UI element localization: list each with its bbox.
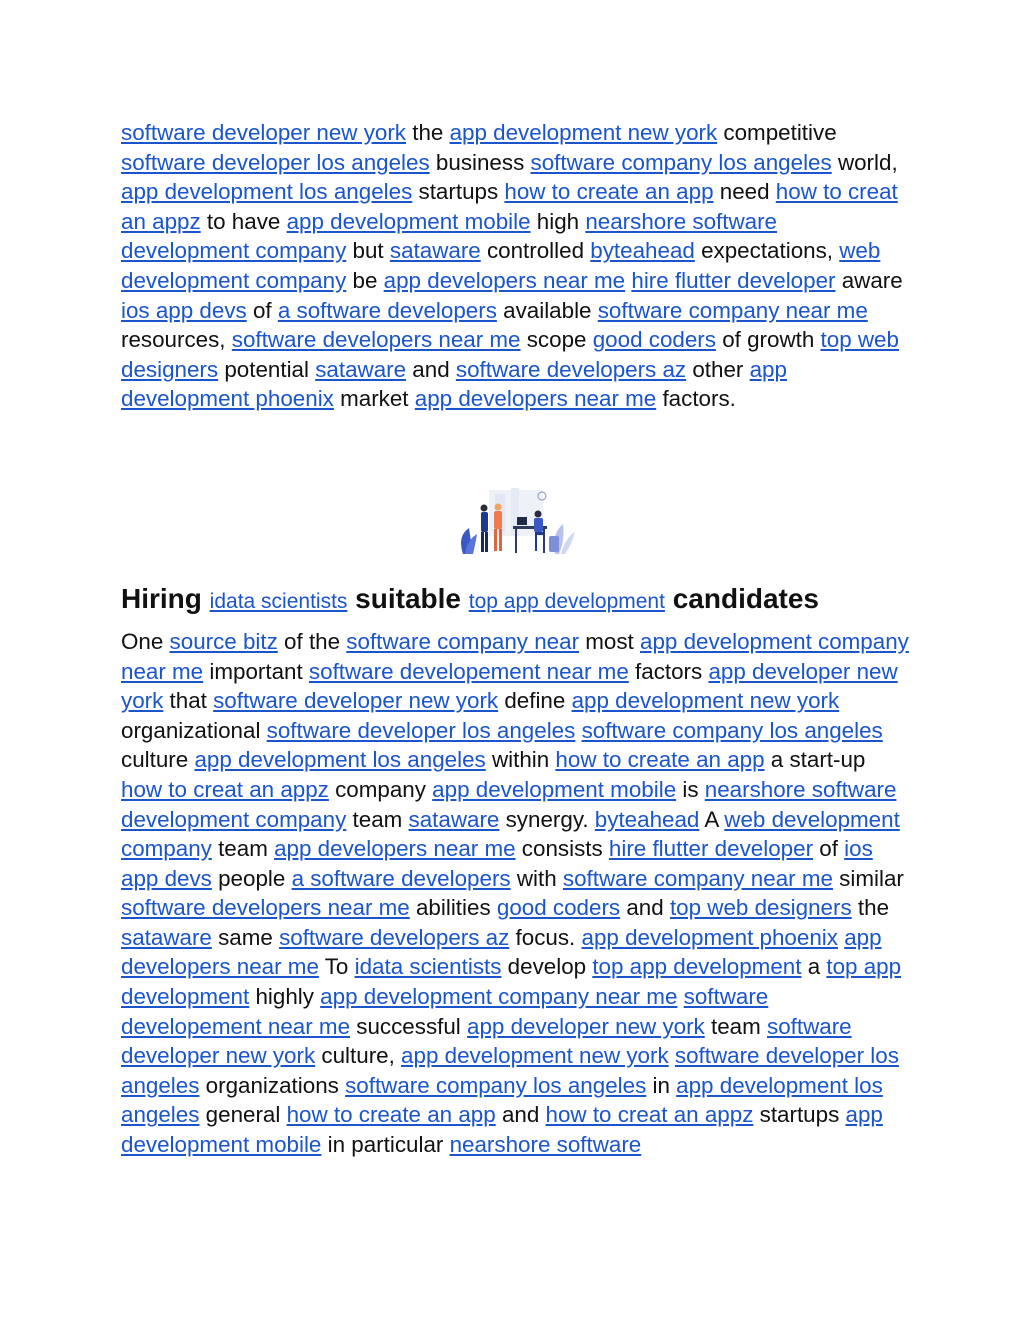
inline-link[interactable]: software company los angeles: [581, 717, 883, 743]
inline-text: organizational: [121, 717, 267, 743]
inline-text: One: [121, 628, 170, 654]
inline-link[interactable]: software company near me: [597, 297, 868, 323]
inline-text: startups: [412, 179, 505, 205]
inline-text: but: [346, 238, 390, 264]
inline-text: world,: [831, 149, 898, 175]
inline-link[interactable]: top app development: [592, 954, 802, 980]
inline-link[interactable]: software developer los angeles: [266, 717, 576, 743]
inline-text: market: [333, 386, 415, 412]
inline-link[interactable]: nearshore software development company: [121, 208, 777, 264]
inline-link[interactable]: top app development: [468, 589, 665, 613]
inline-text: to have: [200, 208, 287, 234]
inline-text: define: [498, 688, 572, 714]
inline-link[interactable]: app development new york: [449, 120, 718, 145]
intro-paragraph: [121, 118, 911, 414]
inline-link[interactable]: software developer new york: [213, 688, 499, 714]
inline-text: potential: [218, 356, 316, 382]
inline-text: available: [496, 297, 598, 323]
inline-text: a: [801, 954, 827, 980]
inline-link[interactable]: app development new york: [571, 688, 840, 714]
inline-link[interactable]: software company los angeles: [530, 149, 832, 175]
inline-link[interactable]: web development company: [121, 238, 881, 293]
inline-text: with: [510, 865, 563, 891]
inline-text: company: [328, 776, 433, 802]
inline-text: develop: [501, 954, 593, 980]
inline-link[interactable]: software company los angeles: [345, 1072, 647, 1098]
inline-link[interactable]: app development los angeles: [121, 179, 413, 205]
inline-text: resources,: [121, 327, 232, 353]
inline-link[interactable]: software developers az: [279, 924, 510, 950]
inline-link[interactable]: idata scientists: [209, 589, 348, 613]
inline-link[interactable]: app development company near me: [121, 628, 909, 684]
inline-link[interactable]: app developers near me: [274, 836, 516, 862]
inline-text: A: [699, 806, 725, 832]
inline-link[interactable]: software developement near me: [121, 984, 769, 1039]
inline-text: scope: [520, 327, 593, 353]
inline-link[interactable]: nearshore software: [449, 1132, 642, 1158]
inline-text: suitable: [347, 582, 469, 614]
inline-text: and: [406, 356, 456, 382]
inline-link[interactable]: app developers near me: [414, 386, 657, 412]
inline-text: business: [429, 149, 531, 175]
inline-link[interactable]: sataware: [315, 356, 407, 382]
inline-text: and: [495, 1102, 546, 1128]
inline-link[interactable]: app development phoenix: [121, 356, 787, 412]
inline-text: culture,: [315, 1043, 402, 1069]
inline-text: is: [676, 776, 705, 802]
inline-link[interactable]: app development los angeles: [121, 1072, 883, 1128]
inline-text: general: [199, 1102, 287, 1128]
inline-link[interactable]: app development los angeles: [194, 747, 486, 773]
inline-text: of growth: [715, 327, 821, 353]
inline-link[interactable]: top app development: [121, 954, 902, 1010]
inline-link[interactable]: a software developers: [277, 297, 497, 323]
inline-text: similar: [832, 865, 904, 891]
inline-text: same: [211, 924, 280, 950]
inline-link[interactable]: hire flutter developer: [608, 836, 814, 862]
inline-link[interactable]: software company near me: [562, 865, 833, 891]
inline-link[interactable]: software company near: [346, 628, 580, 654]
inline-link[interactable]: software developer los angeles: [121, 149, 430, 175]
inline-link[interactable]: good coders: [496, 895, 621, 921]
inline-text: team: [211, 836, 275, 862]
inline-link[interactable]: app development mobile: [432, 776, 677, 802]
inline-text: need: [713, 179, 776, 205]
inline-link[interactable]: software developement near me: [308, 658, 629, 684]
inline-text: other: [686, 356, 750, 382]
inline-link[interactable]: top web designers: [669, 895, 852, 921]
inline-link[interactable]: ios app devs: [121, 836, 873, 891]
inline-text: within: [485, 747, 556, 773]
inline-text: a start-up: [764, 747, 866, 773]
inline-text: factors: [628, 658, 709, 684]
inline-text: people: [211, 865, 292, 891]
inline-link[interactable]: sataware: [408, 806, 500, 832]
inline-link[interactable]: software developer los angeles: [121, 1043, 899, 1098]
inline-text: in particular: [321, 1132, 450, 1158]
inline-text: organizations: [199, 1072, 346, 1098]
inline-link[interactable]: app development phoenix: [581, 924, 838, 950]
inline-link[interactable]: software developers az: [455, 356, 687, 382]
inline-text: candidates: [664, 582, 819, 614]
document-page: [121, 118, 911, 1160]
inline-text: successful: [350, 1013, 468, 1039]
inline-link[interactable]: a software developers: [291, 865, 511, 891]
inline-text: factors.: [656, 386, 736, 412]
inline-text: high: [530, 208, 586, 234]
inline-link[interactable]: ios app devs: [121, 297, 247, 323]
inline-link[interactable]: software developer new york: [121, 120, 406, 145]
inline-text: the: [851, 895, 890, 921]
inline-text: team: [704, 1013, 767, 1039]
inline-text: highly: [249, 984, 321, 1010]
inline-text: Hiring: [121, 582, 210, 614]
inline-link[interactable]: how to creat an appz: [545, 1102, 754, 1128]
inline-link[interactable]: sataware: [121, 924, 212, 950]
inline-text: of the: [277, 628, 347, 654]
inline-link[interactable]: app development mobile: [121, 1102, 883, 1158]
team-meeting-illustration: [451, 484, 581, 558]
inline-link[interactable]: idata scientists: [354, 954, 502, 980]
inline-text: of: [813, 836, 845, 862]
inline-link[interactable]: top web designers: [121, 327, 899, 382]
inline-text: that: [163, 688, 214, 714]
inline-link[interactable]: app developers near me: [383, 267, 626, 293]
inline-link[interactable]: app developer new york: [467, 1013, 705, 1039]
inline-text: team: [346, 806, 409, 832]
inline-link[interactable]: source bitz: [169, 628, 278, 654]
inline-link[interactable]: hire flutter developer: [631, 267, 836, 293]
inline-text: culture: [121, 747, 195, 773]
inline-link[interactable]: byteahead: [594, 806, 700, 832]
inline-link[interactable]: software developers near me: [121, 895, 410, 921]
inline-text: abilities: [409, 895, 497, 921]
inline-text: of: [246, 297, 278, 323]
inline-text: be: [346, 267, 384, 293]
inline-link[interactable]: app developer new york: [121, 658, 898, 714]
inline-link[interactable]: sataware: [389, 238, 481, 264]
inline-link[interactable]: app development mobile: [286, 208, 531, 234]
inline-text: aware: [835, 267, 903, 293]
inline-text: expectations,: [694, 238, 840, 264]
inline-link[interactable]: how to creat an appz: [121, 776, 329, 802]
inline-text: in: [646, 1072, 677, 1098]
inline-text: competitive: [717, 120, 837, 145]
inline-text: focus.: [509, 924, 582, 950]
inline-link[interactable]: app developers near me: [121, 924, 882, 980]
inline-link[interactable]: nearshore software development company: [121, 776, 897, 832]
body-paragraph: [121, 627, 911, 1160]
inline-text: the: [406, 120, 450, 145]
inline-text: synergy.: [499, 806, 595, 832]
inline-text: and: [620, 895, 670, 921]
inline-text: startups: [753, 1102, 846, 1128]
inline-link[interactable]: how to create an app: [504, 179, 714, 205]
section-heading: [121, 582, 911, 619]
inline-link[interactable]: software developers near me: [231, 327, 521, 353]
inline-link[interactable]: how to create an app: [555, 747, 765, 773]
inline-link[interactable]: byteahead: [590, 238, 695, 264]
inline-link[interactable]: how to create an app: [286, 1102, 496, 1128]
inline-text: To: [318, 954, 355, 980]
inline-text: most: [579, 628, 640, 654]
inline-link[interactable]: app development new york: [401, 1043, 669, 1069]
inline-link[interactable]: app development company near me: [320, 984, 678, 1010]
inline-text: controlled: [480, 238, 591, 264]
inline-link[interactable]: good coders: [592, 327, 716, 353]
inline-link[interactable]: web development company: [121, 806, 900, 862]
inline-text: consists: [515, 836, 609, 862]
inline-link[interactable]: software developer new york: [121, 1013, 852, 1069]
inline-link[interactable]: how to creat an appz: [121, 179, 898, 234]
inline-text: important: [203, 658, 309, 684]
